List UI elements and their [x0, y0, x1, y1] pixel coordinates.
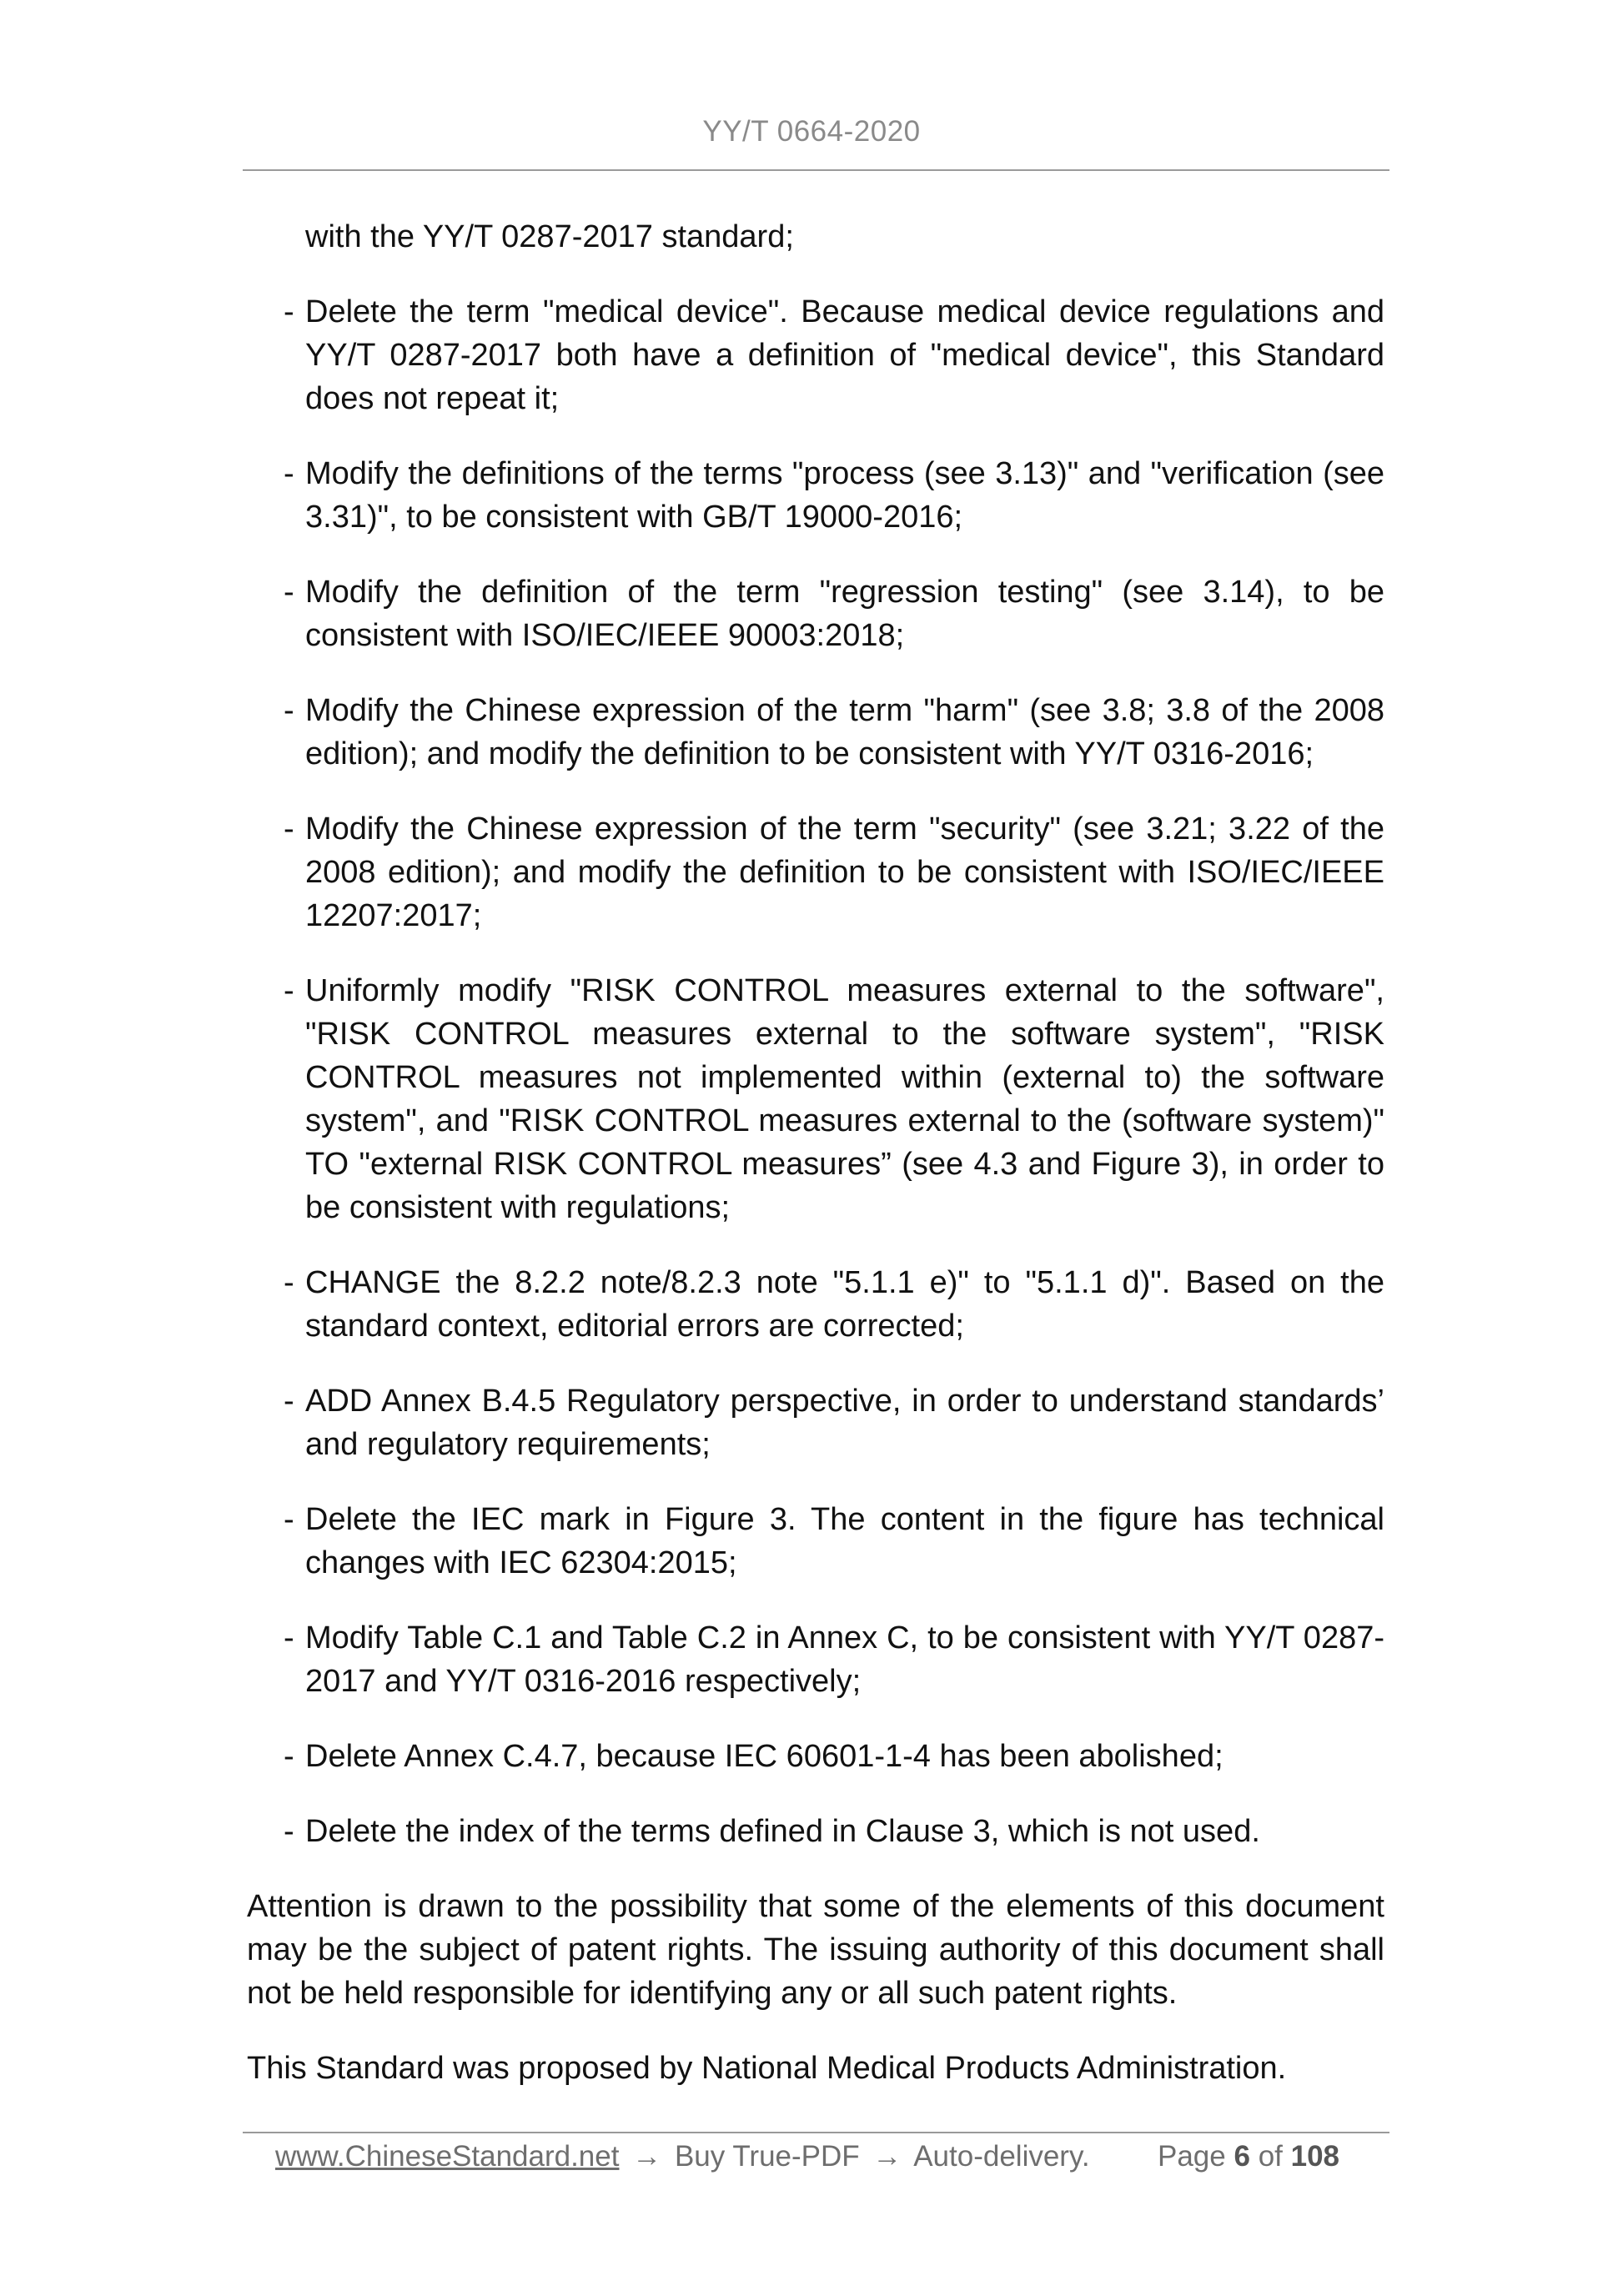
bullet-text: ADD Annex B.4.5 Regulatory perspective, in order to understand standards’ and regulatory requirements;	[305, 1384, 1384, 1462]
patent-notice-paragraph: Attention is drawn to the possibility that some of the elements of this document may be the subject of patent rights. The issuing authority of this document shall not be held responsible for identifying any or all such patent rights.	[247, 1889, 1384, 2011]
bullet-item	[247, 290, 1384, 420]
bullet-dash: -	[284, 456, 294, 491]
chinesestandard-link[interactable]: www.ChineseStandard.net	[275, 2140, 620, 2173]
bullet-dash: -	[284, 1814, 294, 1849]
auto-delivery-text: Auto-delivery.	[913, 2140, 1090, 2173]
page-total: 108	[1290, 2140, 1340, 2173]
bullet-item	[247, 807, 1384, 937]
bullet-text: Modify the definition of the term "regression testing" (see 3.14), to be consistent with ISO/IEC/IEEE 90003:2018;	[305, 575, 1384, 653]
bullet-text: Delete Annex C.4.7, because IEC 60601-1-4 has been abolished;	[305, 1739, 1224, 1774]
of-label: of	[1258, 2140, 1283, 2173]
bullet-dash: -	[284, 1502, 294, 1537]
page-indicator	[1158, 2137, 1339, 2177]
continuation-line: with the YY/T 0287-2017 standard;	[305, 219, 794, 254]
bullet-dash: -	[284, 811, 294, 847]
bullet-item	[247, 1616, 1384, 1703]
bullet-item	[247, 1735, 1384, 1778]
bullet-text: Modify the Chinese expression of the term "security" (see 3.21; 3.22 of the 2008 edition); and modify the definition to be consistent with ISO/IEC/IEEE 12207:2017;	[305, 811, 1384, 933]
bullet-text: Uniformly modify "RISK CONTROL measures external to the software", "RISK CONTROL measures external to the software system", "RISK CONTROL measures not implemented within (external to) the software system", and "RISK CONTROL measures external to the (software system)" TO "external RISK CONTROL measures” (see 4.3 and Figure 3), in order to be consistent with regulations;	[305, 973, 1384, 1225]
header-divider	[243, 169, 1389, 171]
bullet-item	[247, 570, 1384, 657]
buy-true-pdf-text: Buy True-PDF	[674, 2140, 860, 2173]
bullet-item	[247, 1379, 1384, 1466]
bullet-item	[247, 689, 1384, 776]
bullet-text: Modify the Chinese expression of the term "harm" (see 3.8; 3.8 of the 2008 edition); and modify the definition to be consistent with YY/T 0316-2016;	[305, 693, 1384, 771]
document-body	[247, 215, 1384, 2122]
bullet-item	[247, 1810, 1384, 1853]
bullet-item	[247, 452, 1384, 539]
proposal-paragraph: This Standard was proposed by National Medical Products Administration.	[247, 2051, 1287, 2086]
bullet-dash: -	[284, 973, 294, 1008]
arrow-icon: →	[632, 2140, 662, 2173]
bullet-text: Delete the index of the terms defined in Clause 3, which is not used.	[305, 1814, 1260, 1849]
bullet-item	[247, 1261, 1384, 1348]
bullet-text: Modify Table C.1 and Table C.2 in Annex C, to be consistent with YY/T 0287-2017 and YY/T 0316-2016 respectively;	[305, 1620, 1384, 1699]
footer-divider	[243, 2132, 1389, 2133]
bullet-item	[247, 1498, 1384, 1585]
page-footer	[275, 2137, 1384, 2177]
bullet-dash: -	[284, 1265, 294, 1300]
bullet-dash: -	[284, 294, 294, 329]
bullet-text: Modify the definitions of the terms "process (see 3.13)" and "verification (see 3.31)", to be consistent with GB/T 19000-2016;	[305, 456, 1384, 535]
bullet-dash: -	[284, 1384, 294, 1419]
bullet-dash: -	[284, 575, 294, 610]
bullet-dash: -	[284, 1620, 294, 1655]
bullet-dash: -	[284, 1739, 294, 1774]
arrow-icon: →	[872, 2140, 902, 2173]
document-header: YY/T 0664-2020	[702, 115, 921, 148]
bullet-text: CHANGE the 8.2.2 note/8.2.3 note "5.1.1 e)" to "5.1.1 d)". Based on the standard context, editorial errors are corrected;	[305, 1265, 1384, 1344]
bullet-text: Delete the IEC mark in Figure 3. The content in the figure has technical changes with IEC 62304:2015;	[305, 1502, 1384, 1580]
bullet-item	[247, 969, 1384, 1229]
page-number: 6	[1234, 2140, 1250, 2173]
bullet-text: Delete the term "medical device". Because medical device regulations and YY/T 0287-2017 both have a definition of "medical device", this Standard does not repeat it;	[305, 294, 1384, 416]
page-label: Page	[1158, 2140, 1226, 2173]
bullet-dash: -	[284, 693, 294, 728]
